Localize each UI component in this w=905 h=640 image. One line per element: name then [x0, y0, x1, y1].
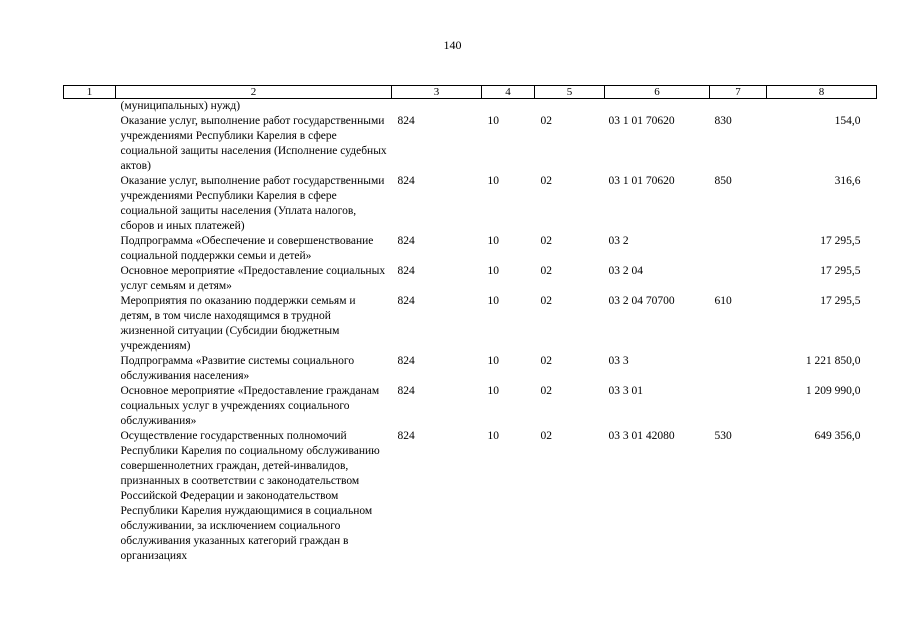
subsection-code: 02	[540, 115, 552, 127]
table-row	[64, 429, 877, 564]
expense-type-code	[710, 384, 767, 429]
amount: 17 295,5	[820, 265, 861, 277]
expense-type-code: 530	[714, 430, 732, 442]
ministry-code: 824	[397, 385, 415, 397]
amount: 649 356,0	[814, 430, 861, 442]
ministry-code: 824	[397, 355, 415, 367]
column-header-6: 6	[605, 86, 710, 99]
table-row	[64, 294, 877, 354]
section-code: 10	[487, 265, 499, 277]
row-description: Подпрограмма «Развитие системы социального обслуживания населения»	[120, 355, 355, 382]
target-article-code: 03 1 01 70620	[608, 175, 675, 187]
subsection-code: 02	[540, 235, 552, 247]
section-code: 10	[487, 385, 499, 397]
amount: 1 221 850,0	[805, 355, 861, 367]
target-article-code: 03 2 04	[608, 265, 643, 277]
column-header-1: 1	[64, 86, 116, 99]
amount: 17 295,5	[820, 295, 861, 307]
row-description: Мероприятия по оказанию поддержки семьям и детям, в том числе находящимся в трудной жизненной ситуации (Субсидии бюджетным учреждениям)	[120, 295, 356, 352]
ministry-code	[392, 99, 482, 115]
subsection-code: 02	[540, 430, 552, 442]
table-header-row	[64, 86, 877, 99]
section-code: 10	[487, 295, 499, 307]
column-header-5: 5	[535, 86, 605, 99]
section-code	[482, 99, 535, 115]
section-code: 10	[487, 430, 499, 442]
column-header-7: 7	[710, 86, 767, 99]
section-code: 10	[487, 235, 499, 247]
expense-type-code	[710, 354, 767, 384]
ministry-code: 824	[397, 235, 415, 247]
expense-type-code: 610	[714, 295, 732, 307]
row-description: Основное мероприятие «Предоставление социальных услуг семьям и детям»	[120, 265, 386, 292]
target-article-code: 03 3 01	[608, 385, 643, 397]
ministry-code: 824	[397, 295, 415, 307]
page-number: 140	[443, 38, 462, 52]
amount	[767, 99, 877, 115]
target-article-code: 03 2 04 70700	[608, 295, 675, 307]
row-description: Подпрограмма «Обеспечение и совершенствование социальной поддержки семьи и детей»	[120, 235, 374, 262]
subsection-code: 02	[540, 385, 552, 397]
ministry-code: 824	[397, 265, 415, 277]
row-description: Оказание услуг, выполнение работ государственными учреждениями Республики Карелия в сфере социальной защиты населения (Исполнение судебных актов)	[120, 115, 387, 172]
section-code: 10	[487, 175, 499, 187]
subsection-code: 02	[540, 265, 552, 277]
amount: 154,0	[834, 115, 861, 127]
section-code: 10	[487, 115, 499, 127]
row-description: (муниципальных) нужд)	[120, 100, 241, 112]
budget-table	[63, 85, 877, 564]
expense-type-code: 830	[714, 115, 732, 127]
column-header-2: 2	[116, 86, 392, 99]
column-header-3: 3	[392, 86, 482, 99]
table-row	[64, 264, 877, 294]
target-article-code: 03 1 01 70620	[608, 115, 675, 127]
column-header-8: 8	[767, 86, 877, 99]
table-row	[64, 354, 877, 384]
row-description: Осуществление государственных полномочий Республики Карелия по социальному обслуживанию совершеннолетних граждан, детей-инвалидов, признанных в соответствии с законодательством Российской Федерации и законодательством Республики Карелия нуждающимися в социальном обслуживании, за исключением социального обслуживания указанных категорий граждан в организациях	[120, 430, 380, 562]
subsection-code: 02	[540, 295, 552, 307]
row-description: Основное мероприятие «Предоставление гражданам социальных услуг в учреждениях социального обслуживания»	[120, 385, 380, 427]
table-row	[64, 114, 877, 174]
amount: 1 209 990,0	[805, 385, 861, 397]
expense-type-code	[710, 234, 767, 264]
ministry-code: 824	[397, 430, 415, 442]
expense-type-code	[710, 264, 767, 294]
target-article-code: 03 2	[608, 235, 629, 247]
row-description: Оказание услуг, выполнение работ государственными учреждениями Республики Карелия в сфере социальной защиты населения (Уплата налогов, сборов и иных платежей)	[120, 175, 385, 232]
column-header-4: 4	[482, 86, 535, 99]
subsection-code: 02	[540, 355, 552, 367]
table-row	[64, 174, 877, 234]
ministry-code: 824	[397, 115, 415, 127]
target-article-code: 03 3	[608, 355, 629, 367]
section-code: 10	[487, 355, 499, 367]
expense-type-code	[710, 99, 767, 115]
table-row	[64, 234, 877, 264]
subsection-code: 02	[540, 175, 552, 187]
expense-type-code: 850	[714, 175, 732, 187]
ministry-code: 824	[397, 175, 415, 187]
subsection-code	[535, 99, 605, 115]
amount: 17 295,5	[820, 235, 861, 247]
target-article-code	[605, 99, 710, 115]
table-row	[64, 384, 877, 429]
target-article-code: 03 3 01 42080	[608, 430, 675, 442]
amount: 316,6	[834, 175, 861, 187]
table-row	[64, 99, 877, 115]
